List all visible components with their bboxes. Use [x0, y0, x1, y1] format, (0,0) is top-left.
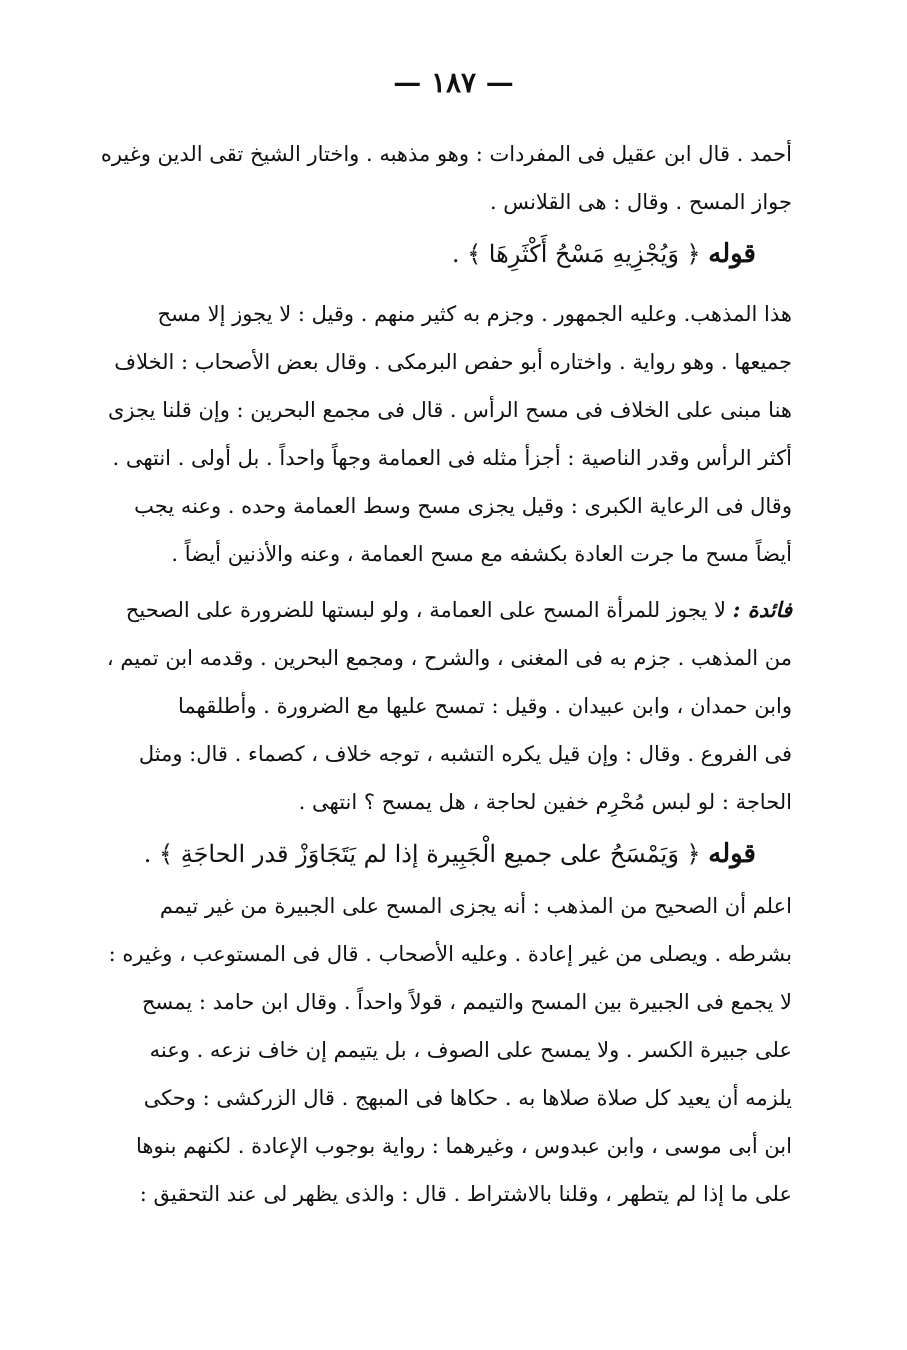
faida-label: فائدة : [732, 597, 792, 622]
text-line: لا يجمع فى الجبيرة بين المسح والتيمم ، قولاً واحداً . وقال ابن حامد : يمسح [141, 990, 792, 1014]
text-line: ابن أبى موسى ، وابن عبدوس ، وغيرهما : رواية بوجوب الإعادة . لكنهم بنوها [135, 1134, 792, 1158]
text-line: أيضاً مسح ما جرت العادة بكشفه مع مسح العمامة ، وعنه والأذنين أيضاً . [171, 542, 792, 566]
section-heading-1 [178, 226, 792, 282]
heading-quote: ﴿ وَيَمْسَحُ على جميع الْجَبِيرة إذا لم يَتَجَاوَزْ قدر الحاجَةِ ﴾ . [143, 840, 701, 868]
text-line: فى الفروع . وقال : وإن قيل يكره التشبه ، توجه خلاف ، كصماء . قال: ومثل [138, 742, 792, 766]
text-line: يلزمه أن يعيد كل صلاة صلاها به . حكاها فى المبهج . قال الزركشى : وحكى [143, 1086, 792, 1110]
faida-text: لا يجوز للمرأة المسح على العمامة ، ولو لبستها للضرورة على الصحيح [125, 598, 726, 622]
text-line: على ما إذا لم يتطهر ، وقلنا بالاشتراط . قال : والذى يظهر لى عند التحقيق : [139, 1182, 792, 1206]
text-line: اعلم أن الصحيح من المذهب : أنه يجزى المسح على الجبيرة من غير تيمم [159, 894, 792, 918]
text-line: أحمد . قال ابن عقيل فى المفردات : وهو مذهبه . واختار الشيخ تقى الدين وغيره [100, 142, 792, 166]
text-line: بشرطه . ويصلى من غير إعادة . وعليه الأصحاب . قال فى المستوعب ، وغيره : [108, 942, 792, 966]
page-body [100, 130, 792, 1218]
page-number: — ١٨٧ — [393, 66, 514, 99]
heading-keyword: قوله [708, 839, 756, 869]
text-line: جميعها . وهو رواية . واختاره أبو حفص البرمكى . وقال بعض الأصحاب : الخلاف [114, 350, 792, 374]
text-line: هنا مبنى على الخلاف فى مسح الرأس . قال فى مجمع البحرين : وإن قلنا يجزى [107, 398, 792, 422]
text-line: على جبيرة الكسر . ولا يمسح على الصوف ، بل يتيمم إن خاف نزعه . وعنه [149, 1038, 792, 1062]
text-line: وابن حمدان ، وابن عبيدان . وقيل : تمسح عليها مع الضرورة . وأطلقهما [178, 694, 792, 718]
text-line: الحاجة : لو لبس مُحْرِم خفين لحاجة ، هل يمسح ؟ انتهى . [298, 790, 792, 814]
section-heading-2 [143, 826, 792, 882]
heading-keyword: قوله [708, 239, 756, 269]
text-line: هذا المذهب. وعليه الجمهور . وجزم به كثير منهم . وقيل : لا يجوز إلا مسح [157, 302, 792, 326]
faida-first-line [125, 586, 792, 634]
text-line: وقال فى الرعاية الكبرى : وقيل يجزى مسح وسط العمامة وحده . وعنه يجب [134, 494, 792, 518]
text-line: أكثر الرأس وقدر الناصية : أجزأ مثله فى العمامة وجهاً واحداً . بل أولى . انتهى . [112, 446, 792, 470]
text-line: من المذهب . جزم به فى المغنى ، والشرح ، ومجمع البحرين . وقدمه ابن تميم ، [106, 646, 792, 670]
text-line: جواز المسح . وقال : هى القلانس . [489, 190, 792, 214]
heading-quote: ﴿ وَيُجْزِيهِ مَسْحُ أَكْثَرِهَا ﴾ . [451, 240, 701, 268]
